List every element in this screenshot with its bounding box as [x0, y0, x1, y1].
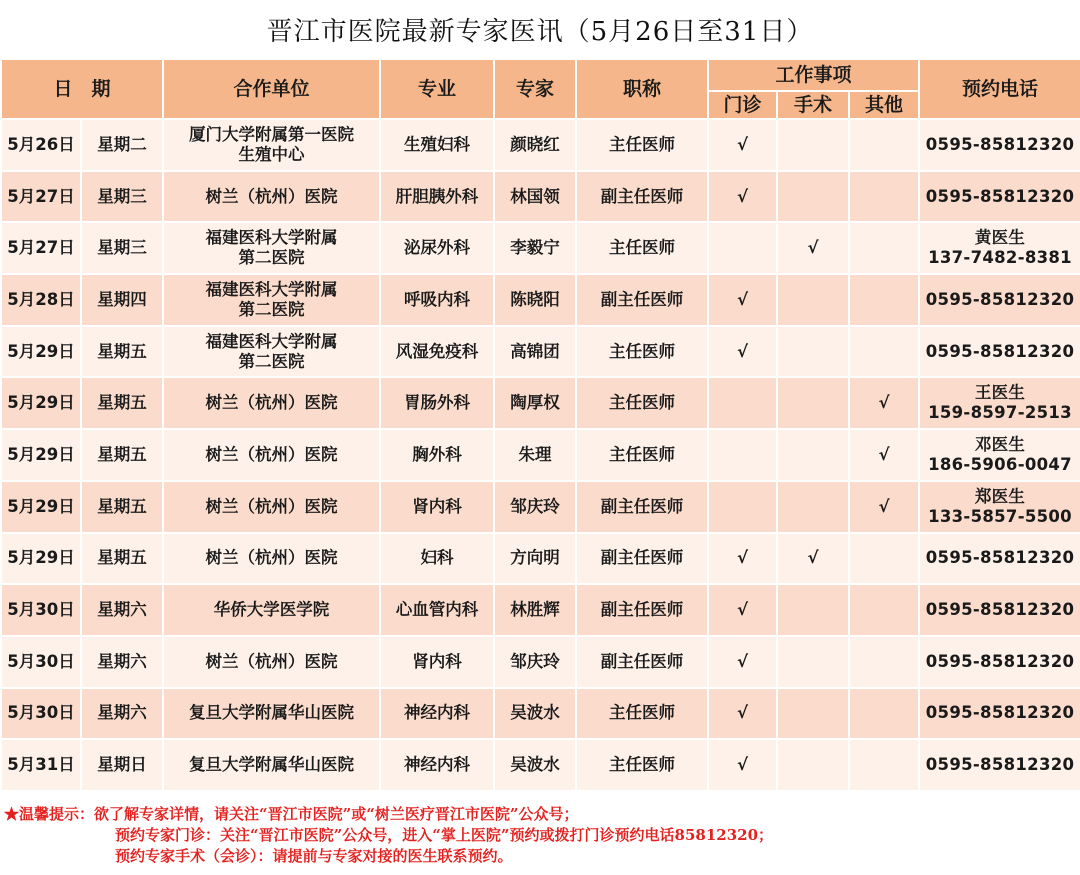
- cell-rank: 副主任医师: [576, 533, 708, 585]
- cell-date: 5月30日: [1, 584, 81, 636]
- cell-expert: 陈晓阳: [494, 274, 576, 326]
- cell-rank: 主任医师: [576, 119, 708, 171]
- cell-rank: 主任医师: [576, 688, 708, 740]
- cell-phone: [919, 481, 1080, 533]
- cell-date: 5月27日: [1, 222, 81, 274]
- cell-rank: 副主任医师: [576, 481, 708, 533]
- cell-date: 5月31日: [1, 739, 81, 791]
- cell-weekday: 星期六: [81, 584, 163, 636]
- unit-line: 树兰（杭州）医院: [205, 548, 338, 568]
- cell-unit: [163, 171, 380, 223]
- cell-date: 5月29日: [1, 429, 81, 481]
- cell-weekday: 星期二: [81, 119, 163, 171]
- cell-other: [849, 171, 919, 223]
- cell-surgery: [777, 326, 849, 378]
- cell-surgery: [777, 584, 849, 636]
- cell-clinic: [708, 222, 777, 274]
- header-unit: 合作单位: [163, 59, 380, 119]
- cell-weekday: 星期五: [81, 326, 163, 378]
- cell-surgery: [777, 222, 849, 274]
- phone-line: 133-5857-5500: [928, 506, 1072, 526]
- unit-line: 厦门大学附属第一医院: [189, 124, 355, 144]
- unit-line: 树兰（杭州）医院: [205, 651, 338, 671]
- cell-rank: 副主任医师: [576, 274, 708, 326]
- cell-date: 5月29日: [1, 377, 81, 429]
- cell-weekday: 星期五: [81, 481, 163, 533]
- cell-other: [849, 481, 919, 533]
- cell-weekday: 星期五: [81, 533, 163, 585]
- header-other: 其他: [849, 91, 919, 119]
- cell-clinic: [708, 584, 777, 636]
- cell-expert: 朱理: [494, 429, 576, 481]
- table-row: [1, 739, 1080, 791]
- check-icon: √: [737, 600, 749, 620]
- cell-weekday: 星期五: [81, 377, 163, 429]
- phone-line: 郑医生: [974, 486, 1026, 506]
- cell-date: 5月29日: [1, 481, 81, 533]
- cell-surgery: [777, 377, 849, 429]
- phone-line: 186-5906-0047: [928, 454, 1072, 474]
- cell-surgery: [777, 533, 849, 585]
- cell-specialty: 肾内科: [380, 481, 494, 533]
- header-surgery: 手术: [777, 91, 849, 119]
- header-clinic: 门诊: [708, 91, 777, 119]
- check-icon: √: [737, 186, 749, 206]
- table-row: [1, 584, 1080, 636]
- cell-date: 5月29日: [1, 533, 81, 585]
- note-text-1: 温馨提示：欲了解专家详情，请关注“晋江市医院”或“树兰医疗晋江市医院”公众号；: [19, 805, 579, 823]
- phone-line: 0595-85812320: [925, 600, 1075, 620]
- cell-clinic: [708, 739, 777, 791]
- unit-line: 第二医院: [238, 299, 305, 319]
- cell-weekday: 星期日: [81, 739, 163, 791]
- unit-line: 生殖中心: [238, 144, 305, 164]
- phone-line: 0595-85812320: [925, 341, 1075, 361]
- header-work-items: 工作事项: [708, 59, 919, 91]
- cell-rank: 主任医师: [576, 739, 708, 791]
- unit-line: 复旦大学附属华山医院: [189, 755, 355, 775]
- unit-line: 福建医科大学附属: [205, 279, 338, 299]
- phone-line: 0595-85812320: [925, 651, 1075, 671]
- cell-phone: [919, 274, 1080, 326]
- cell-other: [849, 636, 919, 688]
- phone-line: 0595-85812320: [925, 289, 1075, 309]
- cell-phone: [919, 222, 1080, 274]
- cell-phone: [919, 688, 1080, 740]
- cell-specialty: 肝胆胰外科: [380, 171, 494, 223]
- unit-line: 树兰（杭州）医院: [205, 496, 338, 516]
- table-row: [1, 119, 1080, 171]
- cell-unit: [163, 222, 380, 274]
- phone-line: 0595-85812320: [925, 755, 1075, 775]
- cell-weekday: 星期六: [81, 688, 163, 740]
- cell-date: 5月29日: [1, 326, 81, 378]
- phone-line: 0595-85812320: [925, 134, 1075, 154]
- notes-section: [0, 800, 1080, 875]
- cell-expert: 颜晓红: [494, 119, 576, 171]
- cell-phone: [919, 739, 1080, 791]
- cell-surgery: [777, 688, 849, 740]
- cell-weekday: 星期六: [81, 636, 163, 688]
- cell-phone: [919, 533, 1080, 585]
- cell-other: [849, 584, 919, 636]
- cell-rank: 主任医师: [576, 222, 708, 274]
- check-icon: √: [737, 548, 749, 568]
- cell-expert: 林国领: [494, 171, 576, 223]
- cell-unit: [163, 274, 380, 326]
- cell-rank: 副主任医师: [576, 636, 708, 688]
- cell-specialty: 肾内科: [380, 636, 494, 688]
- cell-clinic: [708, 636, 777, 688]
- cell-rank: 副主任医师: [576, 584, 708, 636]
- check-icon: √: [878, 393, 890, 413]
- cell-specialty: 泌尿外科: [380, 222, 494, 274]
- cell-other: [849, 222, 919, 274]
- check-icon: √: [878, 444, 890, 464]
- cell-surgery: [777, 481, 849, 533]
- note-line-1: [0, 804, 1080, 825]
- unit-line: 福建医科大学附属: [205, 331, 338, 351]
- cell-other: [849, 688, 919, 740]
- table-row: [1, 377, 1080, 429]
- phone-line: 黄医生: [974, 228, 1026, 248]
- cell-unit: [163, 584, 380, 636]
- check-icon: √: [878, 496, 890, 516]
- expert-schedule-table: [0, 58, 1080, 792]
- cell-unit: [163, 688, 380, 740]
- header-specialty: 专业: [380, 59, 494, 119]
- cell-expert: 方向明: [494, 533, 576, 585]
- unit-line: 第二医院: [238, 351, 305, 371]
- note-line-3: 预约专家手术（会诊）：请提前与专家对接的医生联系预约。: [115, 847, 513, 865]
- phone-line: 159-8597-2513: [928, 403, 1072, 423]
- cell-phone: [919, 119, 1080, 171]
- star-icon: ★: [4, 805, 20, 823]
- cell-other: [849, 274, 919, 326]
- check-icon: √: [737, 341, 749, 361]
- cell-other: [849, 377, 919, 429]
- cell-specialty: 生殖妇科: [380, 119, 494, 171]
- check-icon: √: [737, 134, 749, 154]
- cell-specialty: 神经内科: [380, 739, 494, 791]
- cell-clinic: [708, 429, 777, 481]
- cell-phone: [919, 636, 1080, 688]
- unit-line: 树兰（杭州）医院: [205, 186, 338, 206]
- cell-other: [849, 739, 919, 791]
- phone-line: 137-7482-8381: [928, 248, 1072, 268]
- header-expert: 专家: [494, 59, 576, 119]
- cell-phone: [919, 377, 1080, 429]
- unit-line: 福建医科大学附属: [205, 228, 338, 248]
- table-row: [1, 636, 1080, 688]
- cell-other: [849, 119, 919, 171]
- check-icon: √: [737, 651, 749, 671]
- header-phone: 预约电话: [919, 59, 1080, 119]
- cell-unit: [163, 481, 380, 533]
- check-icon: √: [807, 548, 819, 568]
- cell-phone: [919, 326, 1080, 378]
- header-date: 日 期: [1, 59, 163, 119]
- cell-date: 5月27日: [1, 171, 81, 223]
- cell-unit: [163, 636, 380, 688]
- table-row: [1, 429, 1080, 481]
- cell-unit: [163, 377, 380, 429]
- cell-rank: 主任医师: [576, 429, 708, 481]
- cell-date: 5月30日: [1, 688, 81, 740]
- cell-unit: [163, 429, 380, 481]
- cell-expert: 高锦团: [494, 326, 576, 378]
- cell-specialty: 呼吸内科: [380, 274, 494, 326]
- cell-weekday: 星期三: [81, 171, 163, 223]
- cell-specialty: 神经内科: [380, 688, 494, 740]
- cell-surgery: [777, 429, 849, 481]
- unit-line: 第二医院: [238, 248, 305, 268]
- cell-expert: 陶厚权: [494, 377, 576, 429]
- check-icon: √: [737, 755, 749, 775]
- cell-clinic: [708, 326, 777, 378]
- phone-line: 0595-85812320: [925, 186, 1075, 206]
- cell-other: [849, 326, 919, 378]
- cell-rank: 主任医师: [576, 377, 708, 429]
- cell-specialty: 胃肠外科: [380, 377, 494, 429]
- phone-line: 0595-85812320: [925, 548, 1075, 568]
- cell-expert: 邹庆玲: [494, 636, 576, 688]
- cell-clinic: [708, 377, 777, 429]
- cell-surgery: [777, 119, 849, 171]
- note-line-2: 预约专家门诊：关注“晋江市医院”公众号，进入“掌上医院”预约或拨打门诊预约电话85812320；: [115, 826, 774, 844]
- phone-line: 王医生: [974, 383, 1026, 403]
- cell-surgery: [777, 739, 849, 791]
- cell-clinic: [708, 119, 777, 171]
- cell-phone: [919, 429, 1080, 481]
- table-row: [1, 688, 1080, 740]
- phone-line: 0595-85812320: [925, 703, 1075, 723]
- cell-surgery: [777, 274, 849, 326]
- phone-line: 邓医生: [974, 434, 1026, 454]
- table-row: [1, 274, 1080, 326]
- cell-clinic: [708, 533, 777, 585]
- cell-specialty: 胸外科: [380, 429, 494, 481]
- cell-date: 5月30日: [1, 636, 81, 688]
- cell-specialty: 妇科: [380, 533, 494, 585]
- cell-unit: [163, 119, 380, 171]
- cell-surgery: [777, 636, 849, 688]
- cell-unit: [163, 533, 380, 585]
- cell-unit: [163, 739, 380, 791]
- cell-weekday: 星期五: [81, 429, 163, 481]
- cell-date: 5月28日: [1, 274, 81, 326]
- check-icon: √: [737, 703, 749, 723]
- check-icon: √: [807, 238, 819, 258]
- cell-clinic: [708, 171, 777, 223]
- cell-clinic: [708, 481, 777, 533]
- cell-unit: [163, 326, 380, 378]
- cell-rank: 副主任医师: [576, 171, 708, 223]
- table-row: [1, 533, 1080, 585]
- unit-line: 树兰（杭州）医院: [205, 444, 338, 464]
- unit-line: 华侨大学医学院: [213, 600, 330, 620]
- cell-rank: 主任医师: [576, 326, 708, 378]
- cell-clinic: [708, 688, 777, 740]
- cell-expert: 吴波水: [494, 739, 576, 791]
- unit-line: 树兰（杭州）医院: [205, 393, 338, 413]
- cell-surgery: [777, 171, 849, 223]
- table-row: [1, 481, 1080, 533]
- table-row: [1, 326, 1080, 378]
- check-icon: √: [737, 289, 749, 309]
- cell-expert: 林胜辉: [494, 584, 576, 636]
- cell-other: [849, 429, 919, 481]
- cell-weekday: 星期四: [81, 274, 163, 326]
- cell-date: 5月26日: [1, 119, 81, 171]
- cell-specialty: 风湿免疫科: [380, 326, 494, 378]
- cell-weekday: 星期三: [81, 222, 163, 274]
- page-title: 晋江市医院最新专家医讯（5月26日至31日）: [0, 0, 1080, 58]
- cell-phone: [919, 171, 1080, 223]
- cell-clinic: [708, 274, 777, 326]
- unit-line: 复旦大学附属华山医院: [189, 703, 355, 723]
- cell-specialty: 心血管内科: [380, 584, 494, 636]
- cell-other: [849, 533, 919, 585]
- cell-phone: [919, 584, 1080, 636]
- cell-expert: 吴波水: [494, 688, 576, 740]
- schedule-rows: [1, 119, 1080, 791]
- cell-expert: 邹庆玲: [494, 481, 576, 533]
- cell-expert: 李毅宁: [494, 222, 576, 274]
- table-row: [1, 171, 1080, 223]
- header-rank: 职称: [576, 59, 708, 119]
- table-row: [1, 222, 1080, 274]
